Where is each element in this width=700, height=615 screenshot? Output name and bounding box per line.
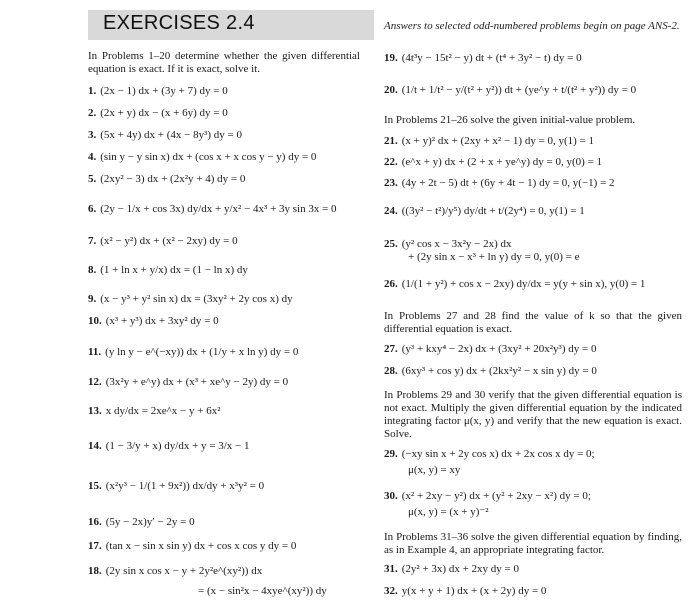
exercises-title: EXERCISES 2.4: [103, 12, 255, 34]
problem-30-factor: μ(x, y) = (x + y)⁻²: [408, 506, 489, 518]
problem-32: 32. y(x + y + 1) dx + (x + 2y) dy = 0: [384, 585, 547, 597]
problem-18-continued: = (x − sin²x − 4xye^(xy²)) dy: [198, 585, 327, 597]
problem-17: 17. (tan x − sin x sin y) dx + cos x cos y dy = 0: [88, 540, 297, 552]
answers-note: Answers to selected odd-numbered problems begin on page ANS-2.: [384, 20, 680, 32]
problem-11: 11. (y ln y − e^(−xy)) dx + (1/y + x ln y) dy = 0: [88, 346, 299, 358]
problem-1: 1. (2x − 1) dx + (3y + 7) dy = 0: [88, 85, 228, 97]
problem-2: 2. (2x + y) dx − (x + 6y) dy = 0: [88, 107, 228, 119]
problem-25-continued: + (2y sin x − x³ + ln y) dy = 0, y(0) = e: [408, 251, 580, 263]
problem-14: 14. (1 − 3/y + x) dy/dx + y = 3/x − 1: [88, 440, 250, 452]
problem-9: 9. (x − y³ + y² sin x) dx = (3xy² + 2y cos x) dy: [88, 293, 293, 305]
problem-4: 4. (sin y − y sin x) dx + (cos x + x cos y − y) dy = 0: [88, 151, 317, 163]
problem-30: 30. (x² + 2xy − y²) dx + (y² + 2xy − x²) dy = 0;: [384, 490, 591, 502]
problem-13: 13. x dy/dx = 2xe^x − y + 6x²: [88, 405, 221, 417]
problem-7: 7. (x² − y²) dx + (x² − 2xy) dy = 0: [88, 235, 238, 247]
problem-27: 27. (y³ + kxy⁴ − 2x) dx + (3xy² + 20x²y³) dy = 0: [384, 343, 597, 355]
problem-12: 12. (3x²y + e^y) dx + (x³ + xe^y − 2y) dy = 0: [88, 376, 289, 388]
problem-23: 23. (4y + 2t − 5) dt + (6y + 4t − 1) dy = 0, y(−1) = 2: [384, 177, 615, 189]
problem-22: 22. (e^x + y) dx + (2 + x + ye^y) dy = 0, y(0) = 1: [384, 156, 603, 168]
problem-20: 20. (1/t + 1/t² − y/(t² + y²)) dt + (ye^y + t/(t² + y²)) dy = 0: [384, 84, 637, 96]
problem-25: 25. (y² cos x − 3x²y − 2x) dx: [384, 238, 512, 250]
problem-8: 8. (1 + ln x + y/x) dx = (1 − ln x) dy: [88, 264, 248, 276]
instructions-27-28: In Problems 27 and 28 find the value of k so that the given differential equation is exact.: [384, 310, 682, 335]
problem-26: 26. (1/(1 + y²) + cos x − 2xy) dy/dx = y(y + sin x), y(0) = 1: [384, 278, 646, 290]
problem-28: 28. (6xy³ + cos y) dx + (2kx²y² − x sin y) dy = 0: [384, 365, 597, 377]
problem-21: 21. (x + y)² dx + (2xy + x² − 1) dy = 0, y(1) = 1: [384, 135, 595, 147]
problem-29: 29. (−xy sin x + 2y cos x) dx + 2x cos x dy = 0;: [384, 448, 595, 460]
instructions-31-36: In Problems 31–36 solve the given differential equation by finding, as in Example 4, an appropriate integrating factor.: [384, 531, 682, 556]
problem-5: 5. (2xy² − 3) dx + (2x²y + 4) dy = 0: [88, 173, 246, 185]
problem-18: 18. (2y sin x cos x − y + 2y²e^(xy²)) dx: [88, 565, 263, 577]
problem-6: 6. (2y − 1/x + cos 3x) dy/dx + y/x² − 4x³ + 3y sin 3x = 0: [88, 203, 337, 215]
problem-15: 15. (x²y³ − 1/(1 + 9x²)) dx/dy + x³y² = 0: [88, 480, 265, 492]
problem-19: 19. (4t³y − 15t² − y) dt + (t⁴ + 3y² − t) dy = 0: [384, 52, 582, 64]
problem-10: 10. (x³ + y³) dx + 3xy² dy = 0: [88, 315, 219, 327]
instructions-1-20: In Problems 1–20 determine whether the given differential equation is exact. If it is exact, solve it.: [88, 50, 360, 75]
problem-24: 24. ((3y² − t²)/y⁵) dy/dt + t/(2y⁴) = 0, y(1) = 1: [384, 205, 585, 217]
problem-16: 16. (5y − 2x)y′ − 2y = 0: [88, 516, 195, 528]
problem-29-factor: μ(x, y) = xy: [408, 464, 461, 476]
problem-3: 3. (5x + 4y) dx + (4x − 8y³) dy = 0: [88, 129, 243, 141]
instructions-29-30: In Problems 29 and 30 verify that the given differential equation is not exact. Multiply the given differential equation by the indicated integrating factor μ(x, y) and verify that the new equation is exact. Solve.: [384, 389, 682, 440]
problem-31: 31. (2y² + 3x) dx + 2xy dy = 0: [384, 563, 519, 575]
instructions-21-26: In Problems 21–26 solve the given initial-value problem.: [384, 114, 636, 126]
